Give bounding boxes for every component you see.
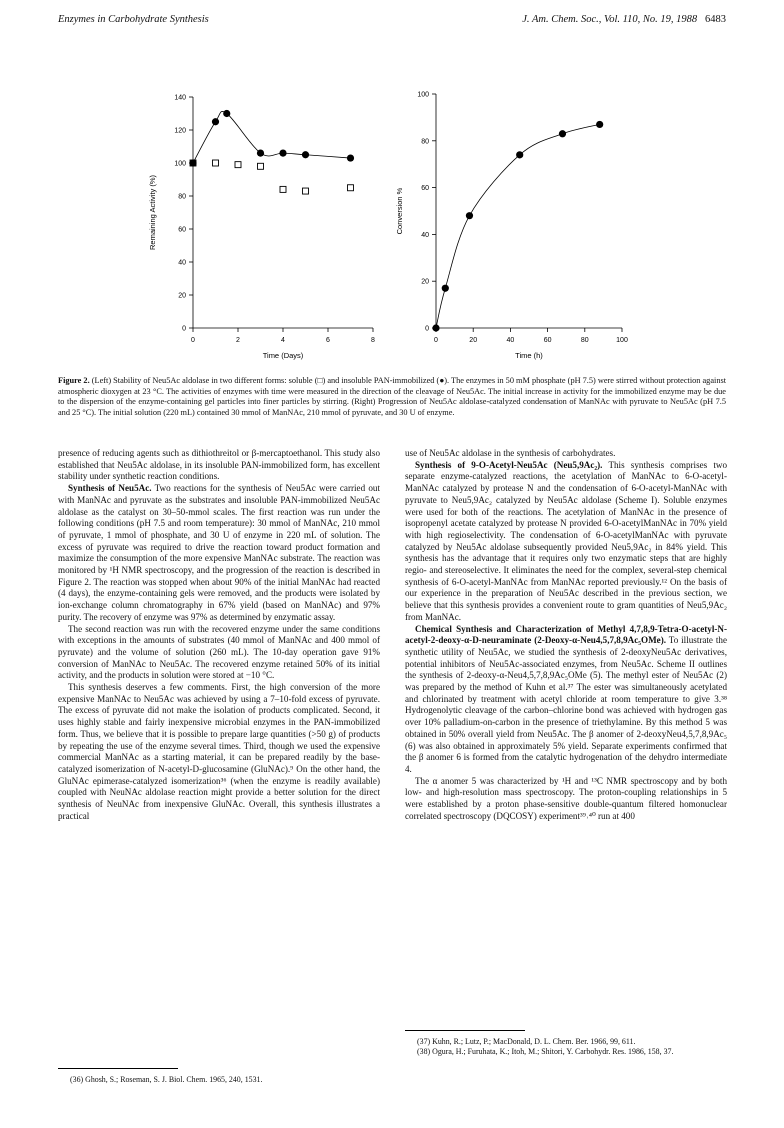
data-point-square [280, 186, 286, 192]
data-point-circle [559, 130, 566, 137]
x-tick-label: 20 [469, 337, 478, 344]
right-column [405, 448, 727, 823]
page-number: 6483 [705, 14, 726, 25]
paragraph: use of Neu5Ac aldolase in the synthesis of carbohydrates. [405, 448, 616, 458]
paragraph: presence of reducing agents such as dithiothreitol or β-mercaptoethanol. This study also established that Neu5Ac aldolase, in its insoluble PAN-immobilized form, has excellent stability under synthetic reaction conditions. [58, 448, 380, 482]
data-point-circle [302, 151, 309, 158]
paragraph [405, 460, 727, 624]
y-tick-label: 40 [178, 259, 186, 267]
data-point-circle [466, 212, 473, 219]
y-tick-label: 80 [178, 193, 186, 201]
journal-volume: J. Am. Chem. Soc., Vol. 110, No. 19, 1988 [522, 14, 698, 25]
y-tick-label: 100 [417, 91, 429, 99]
y-tick-label: 40 [421, 231, 429, 239]
y-tick-label: 20 [421, 278, 429, 286]
data-point-circle [347, 154, 354, 161]
paragraph-text: To illustrate the synthetic utility of Neu5Ac, we studied the synthesis of 2-deoxyNeu5Ac derivatives, potential inhibitors of Neu5Ac-associated enzymes, from Neu5Ac. Scheme II outlines the synthesis of 2-deoxy-α-Neu4,5,7,8,9Ac₅OMe (5). The methyl ester of Neu5Ac (2) was prepared by the method of Kuhn et al.³⁷ The ester was simultaneously acetylated and chlorinated by treatment with acetyl chloride at room temperature to give 3.³⁸ Hydrogenolytic cleavage of the carbon–chlorine bond was achieved with hydrogen gas over 10% palladium-on-carbon in the presence of triethylamine. By this method 5 was obtained in 50% overall yield from Neu5Ac. The β anomer of 2-deoxyNeu4,5,7,8,9Ac₅ (6) was also obtained in approximately 5% yield. Separate experiments confirmed that the β anomer 6 is formed from the catalytic hydrogenation of the dehydro intermediate 4. [405, 635, 728, 774]
paragraph: The α anomer 5 was characterized by ¹H and ¹³C NMR spectroscopy and by both low- and high-resolution mass spectroscopy. The proton-coupling relationships in 5 were established by a proton phase-sensitive double-quantum filtered homonuclear correlated spectroscopy (DQCOSY) experiment³⁹˒⁴⁰ run at 400 [405, 775, 727, 821]
data-point-square [258, 163, 264, 169]
footnote: (37) Kuhn, R.; Lutz, P.; MacDonald, D. L. Chem. Ber. 1966, 99, 611. [417, 1037, 636, 1046]
footnote: (38) Ogura, H.; Furuhata, K.; Itoh, M.; Shitori, Y. Carbohydr. Res. 1986, 158, 37. [417, 1047, 674, 1056]
x-axis-title: Time (h) [515, 351, 543, 360]
x-tick-label: 6 [326, 337, 330, 344]
footnotes-right [405, 1037, 727, 1057]
section-heading: Synthesis of Neu5Ac. [68, 483, 152, 494]
y-tick-label: 120 [174, 127, 186, 135]
x-axis-title: Time (Days) [262, 351, 304, 360]
paragraph [58, 483, 380, 623]
y-tick-label: 60 [421, 185, 429, 193]
y-tick-label: 80 [421, 138, 429, 146]
data-point-circle [223, 110, 230, 117]
y-axis-title: Remaining Activity (%) [148, 174, 157, 251]
x-tick-label: 8 [371, 337, 375, 344]
left-column [58, 448, 380, 823]
figure-caption [58, 376, 726, 418]
x-tick-label: 0 [434, 337, 438, 344]
paragraph: The second reaction was run with the recovered enzyme under the same conditions with exceptions in the amounts of substrates (40 mmol of ManNAc and 400 mmol of pyruvate) and the volume of solution (260 mL). The 10-day operation gave 91% conversion of ManNAc to Neu5Ac. The recovered enzyme retained 50% of its initial activity, and the products in solution were stored at −10 °C. [58, 623, 380, 681]
x-tick-label: 2 [236, 337, 240, 344]
y-tick-label: 20 [178, 292, 186, 300]
x-tick-label: 0 [191, 337, 195, 344]
paragraph [405, 624, 727, 776]
y-tick-label: 0 [425, 325, 429, 333]
figure-label: Figure 2. [58, 376, 90, 385]
y-tick-label: 0 [182, 325, 186, 333]
y-tick-label: 140 [174, 94, 186, 102]
data-point-square [213, 160, 219, 166]
footnote-rule-left [58, 1068, 178, 1069]
chart-left-stability [148, 95, 375, 361]
y-tick-label: 60 [178, 226, 186, 234]
x-tick-label: 100 [616, 337, 628, 344]
x-tick-label: 4 [281, 337, 285, 344]
chart-right-conversion [395, 92, 628, 361]
footnote-rule-right [405, 1030, 525, 1031]
data-point-circle [516, 151, 523, 158]
paragraph-text: Two reactions for the synthesis of Neu5Ac were carried out with ManNAc and pyruvate as the substrates and insoluble PAN-immobilized Neu5Ac aldolase as the catalyst on 30–50-mmol scales. The first reaction was run under the following conditions (pH 7.5 and room temperature): 30 mmol of ManNAc, 210 mmol of pyruvate, 1 mmol of phosphate, and 30 U of enzyme in 220 mL of solution. The excess of pyruvate was required to drive the reaction toward product formation and maximize the consumption of the more expensive ManNAc substrate. The reaction was monitored by ¹H NMR spectroscopy, and the progression of the reaction is described in Figure 2. The reaction was stopped when about 90% of the initial ManNAc had reacted (4 days), the enzyme-containing gels were removed, and the products were isolated by ion-exchange column chromatography in 67% yield (based on ManNAc) and 97% purity. The recovery of enzyme was 97% as determined by enzymatic assay. [58, 483, 380, 622]
data-point-circle [432, 324, 439, 331]
data-point-circle [442, 285, 449, 292]
footnotes-left [58, 1075, 380, 1085]
data-point-circle [212, 118, 219, 125]
section-heading: Synthesis of 9-O-Acetyl-Neu5Ac (Neu5,9Ac₂). [415, 459, 603, 470]
data-point-circle [257, 150, 264, 157]
data-point-square [348, 185, 354, 191]
x-tick-label: 60 [543, 337, 552, 344]
x-tick-label: 80 [580, 337, 589, 344]
data-point-square [235, 162, 241, 168]
section-heading: Chemical Synthesis and Characterization of Methyl 4,7,8,9-Tetra-O-acetyl-N-acetyl-2-deoxy-α-D-neuraminate (2-Deoxy-α-Neu4,5,7,8,9Ac₅OMe). [405, 623, 727, 646]
data-point-circle [596, 121, 603, 128]
figure-caption-text: (Left) Stability of Neu5Ac aldolase in two different forms: soluble (□) and insoluble PAN-immobilized (●). The enzymes in 50 mM phosphate (pH 7.5) were stirred without protection against atmospheric dioxygen at 23 °C. The activities of enzymes with time were measured in the direction of the cleavage of Neu5Ac. The initial increase in activity for the immobilized enzyme may be due to the dispersion of the enzyme-containing gel particles into finer particles by stirring. (Right) Progression of Neu5Ac aldolase-catalyzed condensation of ManNAc with pyruvate to Neu5Ac (pH 7.5 and 25 °C). The initial solution (220 mL) contained 30 mmol of ManNAc, 210 mmol of pyruvate, and 30 U of enzyme. [58, 376, 727, 417]
data-point-circle [279, 150, 286, 157]
data-point-circle [189, 159, 196, 166]
paragraph: This synthesis deserves a few comments. First, the high conversion of the more expensive ManNAc to Neu5Ac was achieved by using a 7–10-fold excess of pyruvate. The excess of pyruvate did not make the isolation of products complicated. Second, it uses highly stable and fairly inexpensive microbial enzymes in the PAN-immobilized form. Thus, we believe that it is possible to prepare large quantities (>50 g) of products by repeating the use of the enzyme several times. Third, though we used the expensive commercial ManNAc as a starting material, it can be prepared readily by the base-catalyzed isomerization of N-acetyl-D-glucosamine (GluNAc).⁹ On the other hand, the GluNAc epimerase-catalyzed isomerization³⁶ (when the enzyme is readily available) coupled with NeuNAc aldolase reaction might provide a better solution for the direct synthesis of NeuNAc from inexpensive GluNAc. Overall, this synthesis illustrates a practical [58, 682, 380, 821]
journal-section-title: Enzymes in Carbohydrate Synthesis [58, 14, 209, 25]
footnote: (36) Ghosh, S.; Roseman, S. J. Biol. Chem. 1965, 240, 1531. [70, 1075, 263, 1084]
paragraph-text: This synthesis comprises two separate enzyme-catalyzed reactions, the acetylation of ManNAc to 6-O-acetyl-ManNAc catalyzed by protease N and the condensation of 6-O-acetyl-ManNAc with pyruvate to Neu5,9Ac₂ catalyzed by Neu5Ac aldolase (Scheme I). Soluble enzymes were used for both of the reactions. The acetylation of ManNAc in the presence of isopropenyl acetate catalyzed by protease N provided 6-O-acetylManNAc in 70% yield with high regioselectivity. The condensation of 6-O-acetylManNAc with pyruvate catalyzed by Neu5Ac aldolase subsequently provided Neu5,9Ac₂ in 84% yield. This synthesis has the advantage that it requires only two enzymatic steps that are highly regio- and stereoselective. It eliminates the need for the complex, several-step chemical synthesis of 6-O-acetyl-ManNAc from ManNAc reported previously.¹² On the basis of our experience in the preparation of Neu5Ac described in the previous section, we believe that this synthesis provides a convenient route to gram quantities of Neu5,9Ac₂ from ManNAc. [405, 459, 727, 622]
data-point-square [303, 188, 309, 194]
y-tick-label: 100 [174, 160, 186, 168]
figure-2 [0, 0, 784, 380]
y-axis-title: Conversion % [395, 187, 404, 235]
x-tick-label: 40 [506, 337, 515, 344]
